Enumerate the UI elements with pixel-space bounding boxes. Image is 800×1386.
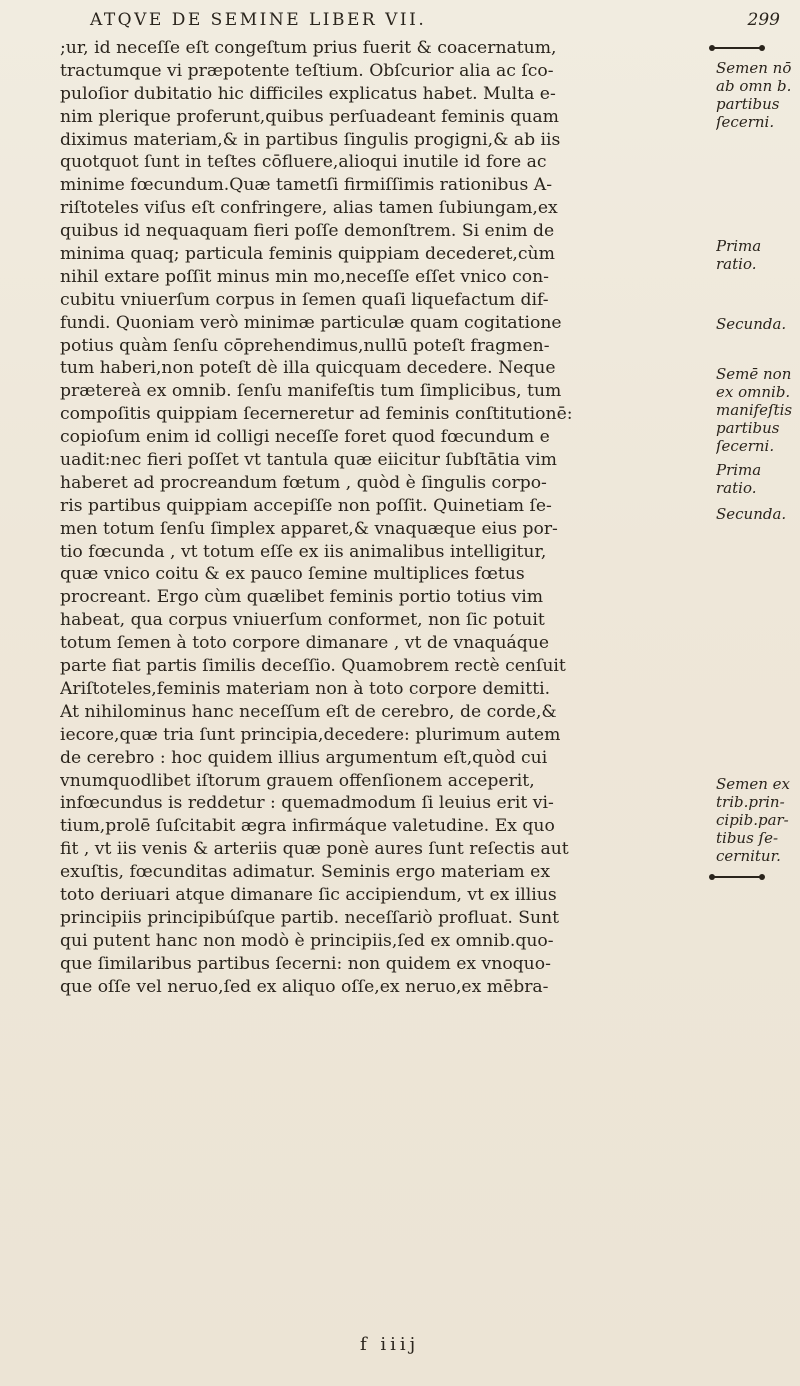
- text-line: procreant. Ergo cùm quælibet feminis portio totius vim: [60, 587, 544, 608]
- text-line: haberet ad procreandum fœtum , quòd è ſingulis corpo-: [60, 472, 547, 493]
- text-line: tractumque vi præpotente teſtium. Obſcurior alia ac ſco-: [60, 60, 554, 81]
- text-line: fit , vt iis venis & arteriis quæ ponè aures ſunt reſectis aut: [60, 839, 569, 860]
- text-line: quotquot ſunt in teſtes cōfluere,alioqui inutile id fore ac: [60, 152, 547, 173]
- signature-mark: f iiij: [360, 1334, 420, 1355]
- margin-note: cipib.par-: [716, 812, 789, 829]
- margin-note: ex omnib.: [716, 384, 791, 401]
- margin-note: ratio.: [716, 480, 757, 497]
- text-line: tum haberi,non poteſt dè illa quicquam decedere. Neque: [60, 358, 556, 379]
- text-line: iecore,quæ tria ſunt principia,decedere: plurimum autem: [60, 724, 561, 745]
- text-line: diximus materiam,& in partibus ſingulis progigni,& ab iis: [60, 129, 561, 150]
- margin-note: ratio.: [716, 256, 757, 273]
- text-line: At nihilominus hanc neceſſum eſt de cerebro, de corde,&: [60, 701, 557, 722]
- text-line: Ariſtoteles,feminis materiam non à toto corpore demitti.: [60, 678, 551, 699]
- page-header: [90, 10, 780, 40]
- text-line: fundi. Quoniam verò minimæ particulæ quam cogitatione: [60, 312, 562, 333]
- text-line: ;ur, id neceſſe eſt congeſtum prius fuerit & coacernatum,: [60, 38, 557, 58]
- margin-note: ſecerni.: [716, 438, 775, 455]
- text-line: minime fœcundum.Quæ tametſi firmiſſimis rationibus A-: [60, 175, 553, 196]
- margin-note: Prima: [716, 238, 762, 255]
- text-line: de cerebro : hoc quidem illius argumentum eſt,quòd cui: [60, 747, 548, 768]
- text-line: qui putent hanc non modò è principiis,ſed ex omnib.quo-: [60, 930, 554, 951]
- text-line: nihil extare poſſit minus min mo,neceſſe eſſet vnico con-: [60, 266, 549, 287]
- text-line: riſtoteles viſus eſt confringere, alias tamen ſubiungam,ex: [60, 198, 558, 219]
- text-line: totum ſemen à toto corpore dimanare , vt de vnaquáque: [60, 633, 550, 654]
- running-head: ATQVE DE SEMINE LIBER VII.: [90, 10, 427, 30]
- margin-note: partibus: [716, 420, 780, 437]
- margin-note: Semen ex: [716, 776, 791, 793]
- text-line: quæ vnico coitu & ex pauco ſemine multiplices fœtus: [60, 564, 525, 585]
- margin-note: trib.prin-: [716, 794, 785, 811]
- margin-note: cernitur.: [716, 848, 781, 865]
- margin-note: tibus ſe-: [716, 830, 779, 847]
- margin-note: ab omn b.: [716, 78, 792, 95]
- margin-note: partibus: [716, 96, 780, 113]
- text-line: que ſimilaribus partibus ſecerni: non quidem ex vnoquo-: [60, 953, 551, 974]
- text-line: toto deriuari atque dimanare ſic accipiendum, vt ex illius: [60, 884, 557, 905]
- margin-note: Semen nō: [716, 60, 792, 77]
- text-line: prætereà ex omnib. ſenſu manifeſtis tum ſimplicibus, tum: [60, 381, 562, 402]
- text-line: habeat, qua corpus vniuerſum conformet, non ſic potuit: [60, 610, 545, 631]
- text-line: principiis principibúſque partib. neceſſariò profluat. Sunt: [60, 907, 560, 928]
- text-line: parte fiat partis ſimilis deceſſio. Quamobrem rectè cenſuit: [60, 656, 566, 677]
- text-line: vnumquodlibet iſtorum grauem offenſionem acceperit,: [60, 770, 535, 791]
- text-line: exuſtis, fœcunditas adimatur. Seminis ergo materiam ex: [60, 862, 551, 883]
- text-line: que oſſe vel neruo,ſed ex aliquo oſſe,ex neruo,ex mēbra-: [60, 976, 549, 997]
- margin-note: Prima: [716, 462, 762, 479]
- text-line: cubitu vniuerſum corpus in ſemen quaſi liquefactum dif-: [60, 289, 549, 310]
- text-line: tio fœcunda , vt totum eſſe ex iis animalibus intelligitur,: [60, 541, 547, 562]
- text-line: potius quàm ſenſu cōprehendimus,nullū poteſt fragmen-: [60, 335, 550, 356]
- margin-dash-mark: [712, 47, 762, 49]
- text-line: puloſior dubitatio hic difficiles explicatus habet. Multa e-: [60, 83, 556, 104]
- margin-note: manifeſtis: [716, 402, 793, 419]
- margin-dash-mark: [712, 876, 762, 878]
- text-line: compoſitis quippiam ſecerneretur ad feminis conſtitutionē:: [60, 404, 573, 425]
- margin-note: Semē non: [716, 366, 792, 383]
- page-number: 299: [747, 10, 780, 30]
- margin-note: ſecerni.: [716, 114, 775, 131]
- text-line: tium,prolē ſuſcitabit ægra infirmáque valetudine. Ex quo: [60, 816, 555, 837]
- text-line: minima quaq; particula feminis quippiam decederet,cùm: [60, 244, 555, 265]
- text-line: infœcundus is reddetur : quemadmodum ſi leuius erit vi-: [60, 793, 554, 814]
- text-line: quibus id nequaquam fieri poſſe demonſtrem. Si enim de: [60, 221, 555, 242]
- margin-note: Secunda.: [716, 506, 787, 523]
- main-text-block: [60, 37, 715, 998]
- margin-note: Secunda.: [716, 316, 787, 333]
- text-line: men totum ſenſu ſimplex apparet,& vnaquæque eius por-: [60, 518, 558, 539]
- text-line: nim plerique proferunt,quibus perſuadeant feminis quam: [60, 106, 559, 127]
- text-line: copioſum enim id colligi neceſſe foret quod fœcundum e: [60, 427, 550, 448]
- text-line: ris partibus quippiam accepiſſe non poſſit. Quinetiam ſe-: [60, 495, 552, 516]
- text-line: uadit:nec fieri poſſet vt tantula quæ eiicitur ſubſtātia vim: [60, 450, 557, 471]
